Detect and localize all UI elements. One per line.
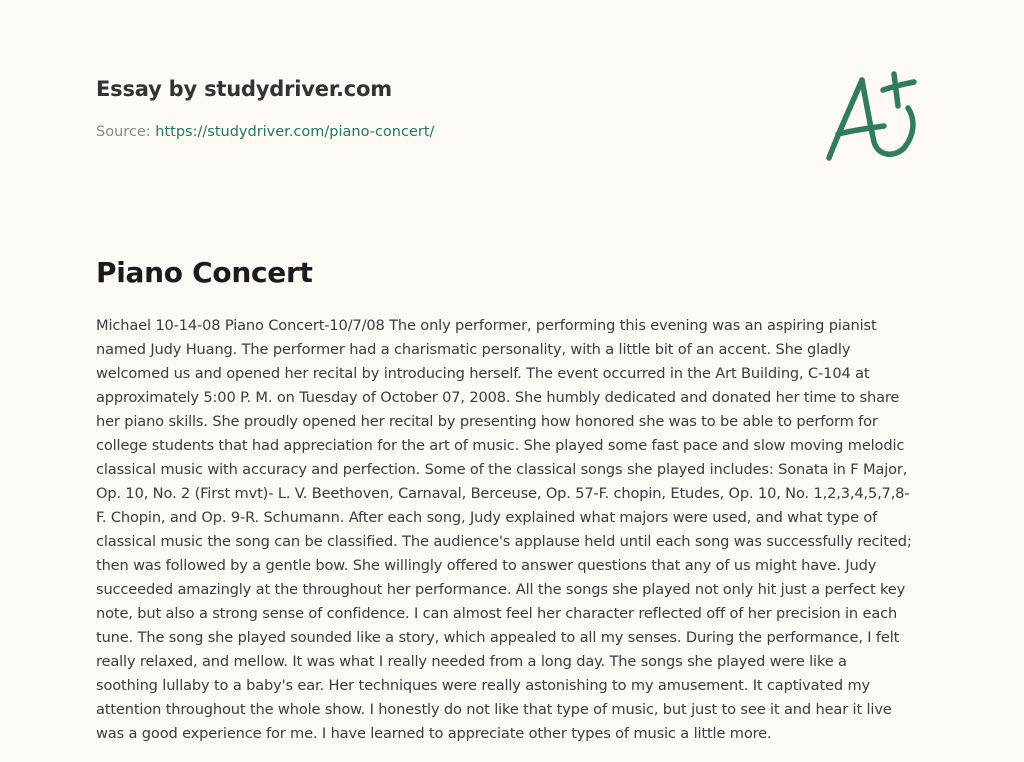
essay-line: succeeded amazingly at the throughout her performance. All the songs she played not only hit just a perfect key xyxy=(96,581,906,598)
essay-line: note, but also a strong sense of confidence. I can almost feel her character reflected off of her precision in each xyxy=(96,605,898,622)
essay-line: really relaxed, and mellow. It was what I really needed from a long day. The songs she played were like a xyxy=(96,653,847,670)
essay-line: was a good experience for me. I have learned to appreciate other types of music a little more. xyxy=(96,725,772,742)
essay-body xyxy=(96,314,936,746)
essay-line: college students that had appreciation for the art of music. She played some fast pace and slow moving melodic xyxy=(96,437,905,454)
essay-line: soothing lullaby to a baby's ear. Her techniques were really astonishing to my amusement. It captivated my xyxy=(96,677,871,694)
site-brand-heading: Essay by studydriver.com xyxy=(96,77,392,101)
essay-line: approximately 5:00 P. M. on Tuesday of October 07, 2008. She humbly dedicated and donated her time to share xyxy=(96,389,900,406)
essay-line: Michael 10-14-08 Piano Concert-10/7/08 The only performer, performing this evening was an aspiring pianist xyxy=(96,317,877,334)
a-plus-grade-icon xyxy=(820,66,930,166)
essay-line: Op. 10, No. 2 (First mvt)- L. V. Beethoven, Carnaval, Berceuse, Op. 57-F. chopin, Etudes, Op. 10, No. 1,2,3,4,5,7,8- xyxy=(96,485,910,502)
essay-line: named Judy Huang. The performer had a charismatic personality, with a little bit of an accent. She gladly xyxy=(96,341,851,358)
essay-line: tune. The song she played sounded like a story, which appealed to all my senses. During the performance, I felt xyxy=(96,629,900,646)
source-link[interactable]: https://studydriver.com/piano-concert/ xyxy=(155,124,435,140)
essay-line: attention throughout the whole show. I honestly do not like that type of music, but just to see it and hear it live xyxy=(96,701,892,718)
source-line xyxy=(96,124,434,140)
essay-line: her piano skills. She proudly opened her recital by presenting how honored she was to be able to perform for xyxy=(96,413,878,430)
essay-line: classical music with accuracy and perfection. Some of the classical songs she played includes: Sonata in F Major, xyxy=(96,461,908,478)
source-label: Source: xyxy=(96,124,156,140)
essay-line: classical music the song can be classified. The audience's applause held until each song was successfully recited; xyxy=(96,533,912,550)
essay-line: welcomed us and opened her recital by introducing herself. The event occurred in the Art Building, C-104 at xyxy=(96,365,870,382)
essay-line: then was followed by a gentle bow. She willingly offered to answer questions that any of us might have. Judy xyxy=(96,557,877,574)
essay-title: Piano Concert xyxy=(96,256,313,289)
essay-line: F. Chopin, and Op. 9-R. Schumann. After each song, Judy explained what majors were used, and what type of xyxy=(96,509,878,526)
